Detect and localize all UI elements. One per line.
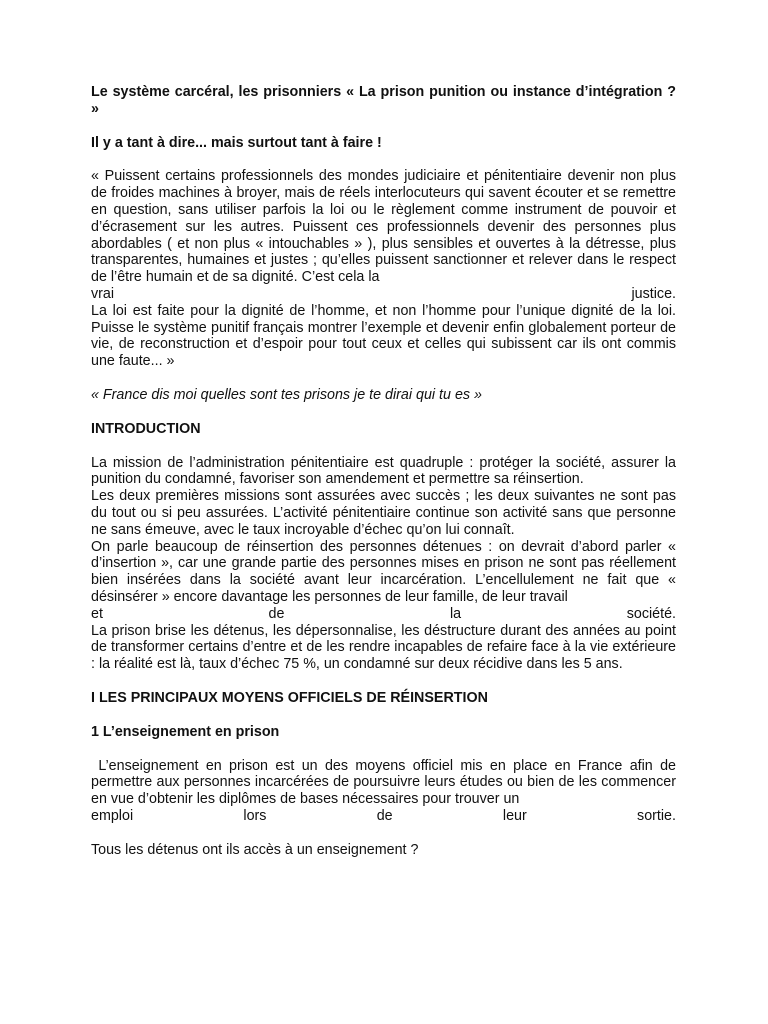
intro-paragraph-4: La prison brise les détenus, les dépersonnalise, les déstructure durant des années au point de transformer certains d’entre et de les rendre incapables de refaire face à la vie extérieure : la réalité est là, taux d’échec 75 %, un condamné sur deux récidive dans les 5 ans.: [91, 622, 676, 673]
document-subtitle: Il y a tant à dire... mais surtout tant à faire !: [91, 134, 382, 151]
subsection-1-heading: 1 L’enseignement en prison: [91, 723, 280, 740]
quote-paragraph: « Puissent certains professionnels des mondes judiciaire et pénitentiaire devenir non plus de froides machines à broyer, mais de réels interlocuteurs qui savent écouter et se remettre en question, sans utiliser parfois la loi ou le règlement comme instrument de pouvoir et d’écrasement sur les autres. Puissent ces professionnels devenir des personnes plus abordables ( et non plus « intouchables » ), plus sensibles et ouvertes à la détresse, plus transparentes, humaines et justes ; qu’elles puissent sanctionner et relever dans le respect de l’être humain et de sa dignité. C’est cela la: [91, 168, 676, 286]
subsection-1-justified-line: [91, 808, 676, 825]
intro-paragraph-3: On parle beaucoup de réinsertion des personnes détenues : on devrait d’abord parler « d’insertion », car une grande partie des personnes mises en prison ne sont pas réellement bien insérées dans la société avant leur incarcération. L’encellulement ne fait que « désinsérer » encore davantage les personnes de leur famille, de leur travail: [91, 538, 676, 605]
sub1-word: sortie.: [637, 807, 676, 824]
sub1-word: emploi: [91, 807, 134, 824]
opening-quote: [91, 168, 676, 370]
intro-word: la: [450, 605, 462, 622]
sub1-word: lors: [243, 807, 267, 824]
sub1-word: de: [376, 807, 393, 824]
intro-paragraph-2: Les deux premières missions sont assurées avec succès ; les deux suivantes ne sont pas du tout ou si peu assurées. L’activité pénitentiaire continue son activité sans que personne ne sans émeuve, avec le taux incroyable d’échec qu’on lui connaît.: [91, 488, 676, 538]
section-1-heading: I LES PRINCIPAUX MOYENS OFFICIELS DE RÉINSERTION: [91, 689, 488, 706]
subsection-1-paragraph: L’enseignement en prison est un des moyens officiel mis en place en France afin de permettre aux personnes incarcérées de poursuivre leurs études ou bien de les commencer en vue d’obtenir les diplômes de bases nécessaires pour trouver un: [91, 757, 680, 808]
intro-word: et: [91, 605, 103, 622]
quote-word: justice.: [631, 285, 676, 302]
subsection-1-body: [91, 757, 680, 825]
document-page: [91, 84, 680, 858]
intro-justified-line: [91, 606, 676, 623]
quote-tail: La loi est faite pour la dignité de l’homme, et non l’homme pour l’unique dignité de la loi. Puisse le système punitif français montrer l’exemple et devenir enfin globalement porteur de vie, de reconstruction et d’espoir pour tout ceux et celles qui subissent car ils ont commis une faute... »: [91, 302, 676, 370]
subsection-1-question: Tous les détenus ont ils accès à un enseignement ?: [91, 841, 419, 858]
introduction-body: [91, 455, 676, 673]
quote-word: vrai: [91, 285, 115, 302]
intro-paragraph-1: La mission de l’administration pénitentiaire est quadruple : protéger la société, assurer la punition du condamné, favoriser son amendement et permettre sa réinsertion.: [91, 454, 676, 488]
document-title: Le système carcéral, les prisonniers « La prison punition ou instance d’intégration ? »: [91, 84, 676, 117]
introduction-heading: INTRODUCTION: [91, 420, 201, 437]
intro-word: de: [268, 605, 285, 622]
quote-justified-line: [91, 286, 676, 303]
sub1-word: leur: [502, 807, 527, 824]
intro-word: société.: [626, 605, 676, 622]
motto-quote: « France dis moi quelles sont tes prisons je te dirai qui tu es »: [91, 386, 482, 403]
